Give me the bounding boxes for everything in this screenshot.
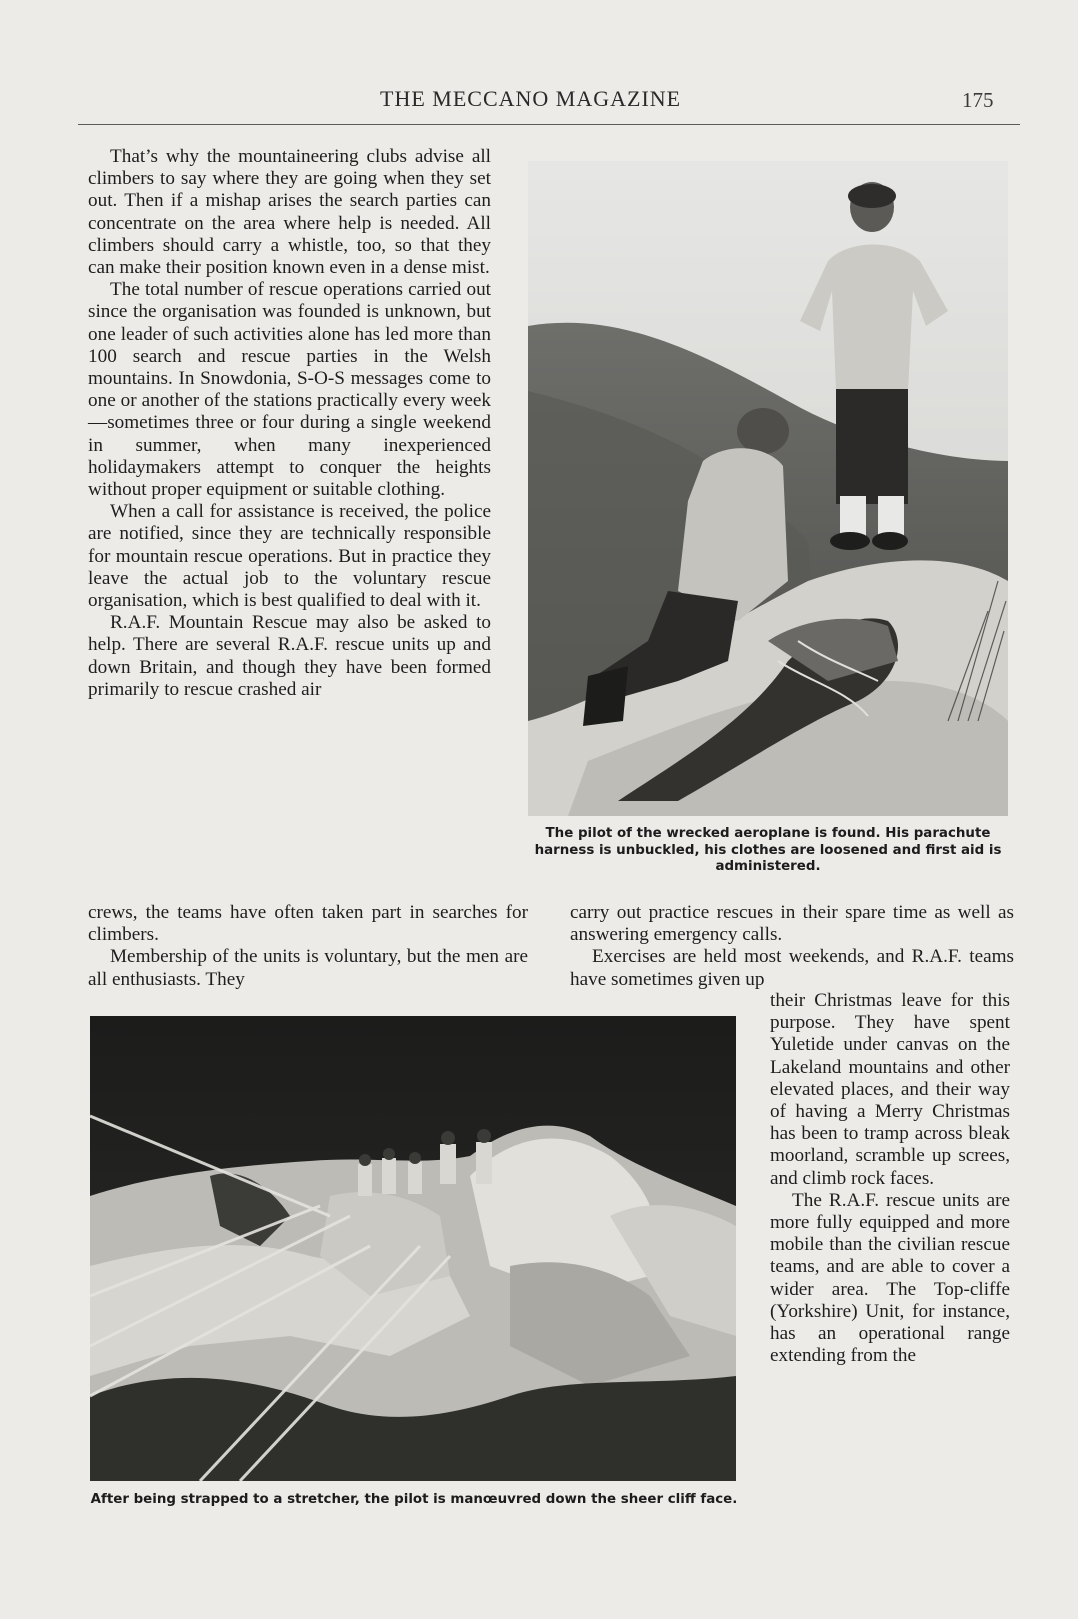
bottom-photo-caption: After being strapped to a stretcher, the pilot is manœuvred down the sheer cliff face.	[90, 1492, 738, 1507]
right-column-middle	[570, 902, 1014, 991]
paragraph: crews, the teams have often taken part in searches for climbers.	[88, 902, 528, 946]
paragraph: When a call for assistance is received, the police are notified, since they are technically responsible for mountain rescue operations. But in practice they leave the actual job to the voluntary rescue organisation, which is best qualified to deal with it.	[88, 501, 491, 612]
header-rule	[78, 124, 1020, 125]
paragraph: carry out practice rescues in their spare time as well as answering emergency calls.	[570, 902, 1014, 946]
rescue-photo-cliff	[90, 1016, 736, 1481]
paragraph: Membership of the units is voluntary, but the men are all enthusiasts. They	[88, 946, 528, 990]
rescue-photo-cliff-image	[90, 1016, 736, 1481]
paragraph: Exercises are held most weekends, and R.A.F. teams have sometimes given up	[570, 946, 1014, 990]
left-column	[88, 146, 491, 701]
page-number: 175	[962, 88, 994, 112]
paragraph: their Christmas leave for this purpose. They have spent Yuletide under canvas on the Lakeland mountains and other elevated places, and their way of having a Merry Christmas has been to tramp across bleak moorland, scramble up screes, and climb rock faces.	[770, 990, 1010, 1189]
top-photo-caption: The pilot of the wrecked aeroplane is found. His parachute harness is unbuckled, his clothes are loosened and first aid is administered.	[534, 826, 1002, 874]
right-column-narrow	[770, 990, 1010, 1367]
magazine-title: THE MECCANO MAGAZINE	[380, 86, 682, 111]
rescue-photo-hilltop-image	[528, 161, 1008, 816]
paragraph: The R.A.F. rescue units are more fully equipped and more mobile than the civilian rescue teams, and are able to cover a wider area. The Top-cliffe (Yorkshire) Unit, for instance, has an operational range extending from the	[770, 1189, 1010, 1367]
paragraph: The total number of rescue operations carried out since the organisation was founded is unknown, but one leader of such activities alone has led more than 100 search and rescue parties in the Welsh mountains. In Snowdonia, S-O-S messages come to one or another of the stations practically every week —sometimes three or four during a single weekend in summer, when many inexperienced holidaymakers attempt to conquer the heights without proper equipment or suitable clothing.	[88, 279, 491, 501]
paragraph: R.A.F. Mountain Rescue may also be asked to help. There are several R.A.F. rescue units up and down Britain, and though they have been formed primarily to rescue crashed air	[88, 612, 491, 700]
paragraph: That’s why the mountaineering clubs advise all climbers to say where they are going when they set out. Then if a mishap arises the search parties can concentrate on the area where help is needed. All climbers should carry a whistle, too, so that they can make their position known even in a dense mist.	[88, 146, 491, 279]
left-column-continued	[88, 902, 528, 991]
rescue-photo-hilltop	[528, 161, 1008, 816]
